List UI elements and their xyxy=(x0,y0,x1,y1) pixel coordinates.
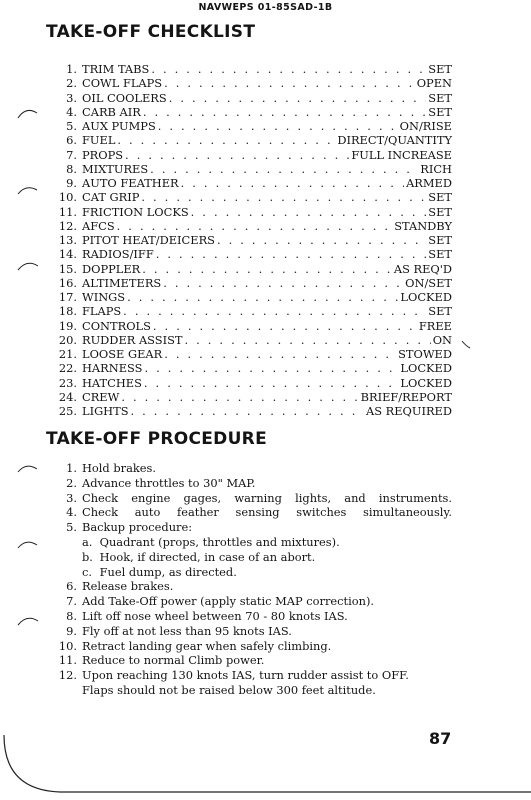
checklist-item: PITOT HEAT/DEICERS xyxy=(82,233,215,247)
checklist-item: CONTROLS xyxy=(82,318,151,333)
checklist-value: FREE xyxy=(418,318,452,333)
substep-letter: c. xyxy=(82,564,93,579)
step-number: 7. xyxy=(66,594,77,609)
step-number: 10. xyxy=(58,638,77,653)
document-number: NAVWEPS 01-85SAD-1B xyxy=(198,2,333,13)
substep-text: Hook, if directed, in case of an abort. xyxy=(99,549,316,564)
checklist-item: AUTO FEATHER xyxy=(82,176,179,190)
checklist-number: 8. xyxy=(66,161,77,176)
checklist-value: LOCKED xyxy=(400,361,452,376)
step-text: Add Take-Off power (apply static MAP correction). xyxy=(82,594,375,609)
step-text: Advance throttles to 30" MAP. xyxy=(82,475,256,490)
checklist-item: HATCHES xyxy=(82,375,142,390)
checklist-item: MIXTURES xyxy=(82,161,149,176)
checklist-number: 9. xyxy=(66,176,77,190)
substep-letter: a. xyxy=(82,534,93,549)
step-continuation: Flaps should not be raised below 300 feet altitude. xyxy=(82,682,376,697)
checklist-number: 1. xyxy=(66,62,77,76)
checklist-number: 15. xyxy=(58,261,77,276)
checklist-item: WINGS xyxy=(82,290,126,304)
margin-tick-mark xyxy=(18,110,37,118)
checklist-value: OPEN xyxy=(416,76,452,91)
step-number: 3. xyxy=(66,490,77,505)
checklist-value: SET xyxy=(428,204,452,219)
checklist-number: 19. xyxy=(58,318,77,333)
step-number: 4. xyxy=(66,505,77,520)
step-text: Fly off at not less than 95 knots IAS. xyxy=(82,623,292,638)
checklist-item: LOOSE GEAR xyxy=(82,347,163,361)
checklist-number: 13. xyxy=(58,233,77,247)
checklist-value: SET xyxy=(428,247,452,262)
margin-tick-mark xyxy=(462,341,470,348)
checklist-value: SET xyxy=(428,190,452,205)
page-number: 87 xyxy=(429,729,452,748)
checklist-number: 16. xyxy=(58,275,77,290)
step-number: 5. xyxy=(66,520,77,535)
checklist-item: ALTIMETERS xyxy=(82,275,162,290)
step-text: Check engine gages, warning lights, and instruments. xyxy=(82,490,452,505)
step-number: 2. xyxy=(66,475,77,490)
step-text: Check auto feather sensing switches simultaneously. xyxy=(82,505,452,520)
checklist-item: RUDDER ASSIST xyxy=(82,332,183,347)
step-text: Backup procedure: xyxy=(82,520,193,535)
margin-tick-mark xyxy=(18,542,37,548)
checklist-value: SET xyxy=(428,104,452,119)
checklist-value: ON xyxy=(432,332,452,347)
checklist-number: 18. xyxy=(58,304,77,319)
checklist-value: SET xyxy=(428,233,452,247)
checklist-item: LIGHTS xyxy=(82,404,129,418)
checklist-value: RICH xyxy=(420,161,452,176)
checklist-item: OIL COOLERS xyxy=(82,90,167,105)
checklist-value: AS REQ'D xyxy=(393,261,452,276)
checklist-number: 11. xyxy=(58,204,77,219)
step-number: 11. xyxy=(58,653,77,668)
checklist-item: FRICTION LOCKS xyxy=(82,204,189,219)
checklist-number: 17. xyxy=(58,290,77,304)
checklist-item: COWL FLAPS xyxy=(82,76,163,91)
step-number: 8. xyxy=(66,608,77,623)
checklist-number: 2. xyxy=(66,76,77,91)
margin-tick-mark xyxy=(18,263,38,270)
checklist-value: DIRECT/QUANTITY xyxy=(337,133,452,148)
checklist-number: 21. xyxy=(58,347,77,361)
checklist-value: STANDBY xyxy=(394,218,452,233)
checklist-value: STOWED xyxy=(398,347,452,361)
checklist-item: AFCS xyxy=(82,218,115,233)
checklist-item: DOPPLER xyxy=(82,261,141,276)
checklist-item: CAT GRIP xyxy=(82,190,140,205)
checklist-item: FUEL xyxy=(82,133,116,148)
step-number: 12. xyxy=(58,668,77,683)
checklist-number: 10. xyxy=(58,190,77,205)
checklist-value: LOCKED xyxy=(400,290,452,304)
checklist-value: ON/SET xyxy=(405,275,452,290)
step-number: 1. xyxy=(66,461,77,475)
step-text: Retract landing gear when safely climbing. xyxy=(82,638,332,653)
checklist-number: 24. xyxy=(58,389,77,404)
step-text: Release brakes. xyxy=(82,579,174,594)
checklist-item: PROPS xyxy=(82,147,124,162)
step-number: 6. xyxy=(66,579,77,594)
checklist-value: SET xyxy=(428,304,452,319)
margin-tick-mark xyxy=(18,466,37,472)
checklist-value: SET xyxy=(428,62,452,76)
checklist-value: LOCKED xyxy=(400,375,452,390)
substep-text: Fuel dump, as directed. xyxy=(99,564,237,579)
substep-text: Quadrant (props, throttles and mixtures). xyxy=(99,534,340,549)
checklist-number: 20. xyxy=(58,332,77,347)
checklist-number: 4. xyxy=(66,104,77,119)
checklist-value: AS REQUIRED xyxy=(365,404,452,418)
step-number: 9. xyxy=(66,623,77,638)
checklist-item: FLAPS xyxy=(82,304,122,319)
checklist-value: ON/RISE xyxy=(399,119,452,133)
checklist-item: RADIOS/IFF xyxy=(82,247,154,262)
checklist-number: 23. xyxy=(58,375,77,390)
checklist-item: HARNESS xyxy=(82,361,143,376)
checklist-number: 12. xyxy=(58,218,77,233)
checklist-value: ARMED xyxy=(406,176,452,190)
checklist-title: TAKE-OFF CHECKLIST xyxy=(46,22,256,42)
step-text: Hold brakes. xyxy=(82,461,156,475)
checklist-item: AUX PUMPS xyxy=(82,119,156,133)
checklist-value: FULL INCREASE xyxy=(351,147,452,162)
margin-tick-mark xyxy=(18,188,37,194)
checklist-item: CREW xyxy=(82,389,120,404)
checklist-value: BRIEF/REPORT xyxy=(360,389,452,404)
checklist-number: 5. xyxy=(66,119,77,133)
margin-tick-mark xyxy=(18,618,38,625)
checklist-value: SET xyxy=(428,90,452,105)
checklist-number: 3. xyxy=(66,90,77,105)
step-text: Lift off nose wheel between 70 - 80 knots IAS. xyxy=(82,608,348,623)
checklist-number: 6. xyxy=(66,133,77,148)
checklist-number: 22. xyxy=(58,361,77,376)
checklist-item: CARB AIR xyxy=(82,104,141,119)
procedure-title: TAKE-OFF PROCEDURE xyxy=(46,429,267,449)
checklist-number: 14. xyxy=(58,247,77,262)
step-text: Upon reaching 130 knots IAS, turn rudder assist to OFF. xyxy=(82,668,409,683)
page-edge-curve xyxy=(4,735,531,792)
substep-letter: b. xyxy=(82,549,93,564)
step-text: Reduce to normal Climb power. xyxy=(82,653,265,668)
checklist-number: 25. xyxy=(58,404,77,418)
checklist-item: TRIM TABS xyxy=(82,62,150,76)
checklist-number: 7. xyxy=(66,147,77,162)
